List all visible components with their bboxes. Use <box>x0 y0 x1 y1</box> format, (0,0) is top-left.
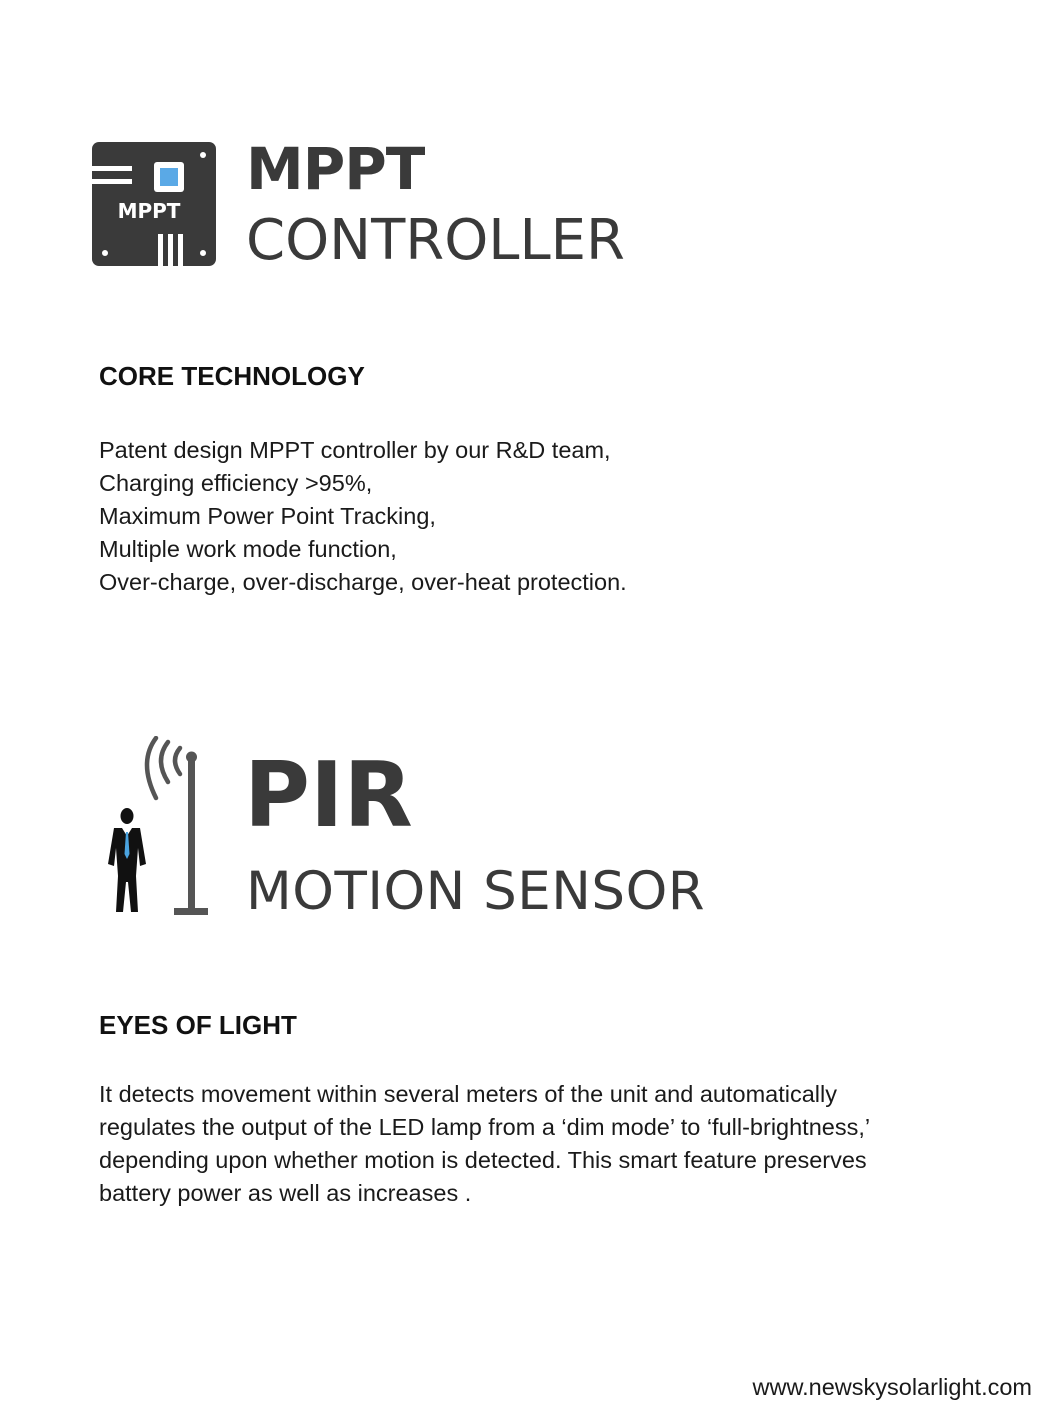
mppt-chip-icon <box>92 142 216 266</box>
website-url: www.newskysolarlight.com <box>752 1374 1032 1400</box>
mppt-subtitle: CONTROLLER <box>246 208 625 273</box>
eyes-of-light-line: It detects movement within several meters of the unit and automatically <box>99 1081 837 1107</box>
core-technology-line: Charging efficiency >95%, <box>99 470 373 496</box>
core-technology-line: Maximum Power Point Tracking, <box>99 503 436 529</box>
eyes-of-light-text <box>99 1078 870 1210</box>
motion-sensor-person-icon <box>100 736 215 920</box>
core-technology-line: Patent design MPPT controller by our R&D team, <box>99 437 611 463</box>
pir-title: PIR <box>244 743 413 848</box>
core-technology-text <box>99 434 627 599</box>
eyes-of-light-line: regulates the output of the LED lamp from a ‘dim mode’ to ‘full-brightness,’ <box>99 1114 871 1140</box>
core-technology-line: Over-charge, over-discharge, over-heat protection. <box>99 569 627 595</box>
core-technology-heading: CORE TECHNOLOGY <box>99 361 365 391</box>
eyes-of-light-heading: EYES OF LIGHT <box>99 1010 297 1040</box>
mppt-title: MPPT <box>246 135 425 203</box>
mppt-icon-label: MPPT <box>117 199 181 223</box>
core-technology-line: Multiple work mode function, <box>99 536 397 562</box>
eyes-of-light-line: battery power as well as increases . <box>99 1180 472 1206</box>
pir-subtitle: MOTION SENSOR <box>246 861 706 922</box>
eyes-of-light-line: depending upon whether motion is detected. This smart feature preserves <box>99 1147 867 1173</box>
